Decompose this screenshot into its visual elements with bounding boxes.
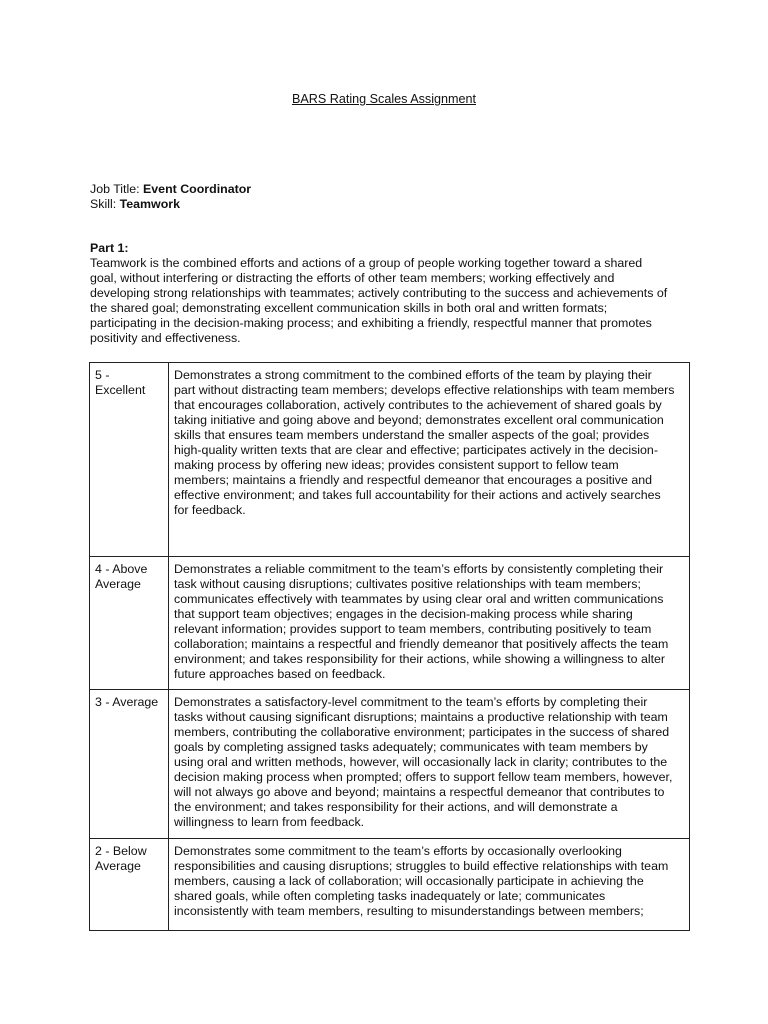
rating-description-line: that support team objectives; engages in the decision-making process while sharing [174,607,633,621]
rating-level-line: 3 - Average [95,695,159,709]
rating-level-line: Average [95,577,141,591]
rating-description-line: collaboration; maintains a respectful and friendly demeanor that positively affects the team [174,637,669,651]
rating-description-line: shared goals, while often completing tasks inadequately or late; communicates [174,889,606,903]
table-row [90,690,690,839]
rating-description-line: taking initiative and going above and beyond; demonstrates excellent oral communication [174,413,664,427]
rating-description-cell [169,839,690,931]
rating-level-cell [90,839,169,931]
definition-line: Teamwork is the combined efforts and actions of a group of people working together toward a shared [90,256,643,270]
rating-description-line: Demonstrates a reliable commitment to the team’s efforts by consistently completing their [174,562,664,576]
rating-description-line: task without causing disruptions; cultivates positive relationships with team members; [174,577,641,591]
rating-description-line: relevant information; provides support to team members, contributing positively to team [174,622,652,636]
skill-value: Teamwork [119,197,180,211]
teamwork-definition [90,256,690,346]
rating-level-line: 5 - [95,368,110,382]
rating-description-line: high-quality written texts that are clear and effective; participates actively in the decision- [174,443,658,457]
definition-line: the shared goal; demonstrating excellent communication skills in both oral and written formats; [90,301,608,315]
job-title-line [90,182,251,197]
table-row [90,363,690,557]
skill-label: Skill: [90,197,120,211]
definition-line: positivity and effectiveness. [90,331,241,345]
rating-level-cell [90,557,169,690]
rating-description-line: the environment; and takes responsibility for their actions, and will demonstrate a [174,800,618,814]
rating-description-line: future approaches based on feedback. [174,667,386,681]
rating-description-line: effective environment; and takes full accountability for their actions and actively searches [174,488,661,502]
job-meta [90,182,251,212]
definition-line: developing strong relationships with teammates; actively contributing to the success and achievements of [90,286,668,300]
table-row [90,839,690,931]
rating-level-cell [90,690,169,839]
rating-description-line: tasks without causing significant disruptions; maintains a productive relationship with team [174,710,668,724]
rating-level-line: 4 - Above [95,562,148,576]
page-title: BARS Rating Scales Assignment [291,92,477,106]
table-row [90,557,690,690]
rating-description-line: for feedback. [174,503,246,517]
rating-description-line: inconsistently with team members, resulting to misunderstandings between members; [174,904,644,918]
rating-description-line: environment; and takes responsibility for their actions, while showing a willingness to alter [174,652,666,666]
rating-description-cell [169,363,690,557]
job-title-label: Job Title: [90,182,144,196]
rating-level-cell [90,363,169,557]
rating-description-line: Demonstrates a strong commitment to the combined efforts of the team by playing their [174,368,652,382]
rating-description-line: Demonstrates some commitment to the team’s efforts by occasionally overlooking [174,844,622,858]
rating-level-line: 2 - Below [95,844,147,858]
rating-description-line: responsibilities and causing disruptions; struggles to build effective relationships with team [174,859,669,873]
rating-description-cell [169,690,690,839]
rating-description-line: making process by offering new ideas; provides consistent support to fellow team [174,458,619,472]
rating-description-line: decision making process when prompted; offers to support fellow team members, however, [174,770,673,784]
rating-description-line: using oral and written methods, however, will occasionally lack in clarity; contributes to the [174,755,668,769]
rating-description-line: part without distracting team members; develops effective relationships with team members [174,383,675,397]
definition-line: goal, without interfering or distracting the efforts of other team members; working effectively and [90,271,615,285]
rating-description-cell [169,557,690,690]
rating-description-line: goals by completing assigned tasks adequately; communicates with team members by [174,740,648,754]
rating-description-line: that encourages collaboration, actively contributes to the achievement of shared goals by [174,398,662,412]
rating-description-line: willingness to learn from feedback. [174,815,365,829]
rating-description-line: members; maintains a friendly and respectful demeanor that encourages a positive and [174,473,652,487]
part-heading: Part 1: [90,241,129,255]
job-title-value: Event Coordinator [143,182,252,196]
rating-description-line: Demonstrates a satisfactory-level commitment to the team’s efforts by completing their [174,695,648,709]
rating-level-line: Excellent [95,383,146,397]
rating-description-line: communicates effectively with teammates by using clear oral and written communications [174,592,664,606]
rating-description-line: members, causing a lack of collaboration; will occasionally participate in achieving the [174,874,644,888]
definition-line: participating in the decision-making process; and exhibiting a friendly, respectful manner that promotes [90,316,652,330]
rating-description-line: skills that ensures team members understand the smaller aspects of the goal; provides [174,428,650,442]
rating-level-line: Average [95,859,141,873]
skill-line [90,197,251,212]
bars-rating-table [89,362,690,931]
rating-description-line: members, contributing the collaborative environment; participates in the success of shared [174,725,670,739]
rating-description-line: will not always go above and beyond; maintains a respectful demeanor that contributes to [174,785,665,799]
